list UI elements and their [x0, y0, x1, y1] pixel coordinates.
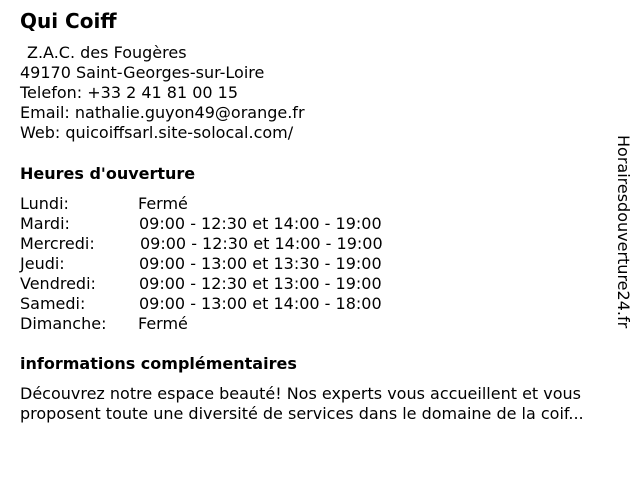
- hours-row-friday: [20, 274, 440, 294]
- time-value: 09:00 - 13:00 et 13:30 - 19:00: [139, 254, 382, 273]
- day-label: Vendredi:: [20, 274, 96, 293]
- contact-block: [20, 43, 305, 143]
- city-line: 49170 Saint-Georges-sur-Loire: [20, 63, 265, 82]
- opening-hours-table: [20, 194, 440, 334]
- web-line: Web: quicoiffsarl.site-solocal.com/: [20, 123, 294, 142]
- site-watermark: Horairesdouverture24.fr: [614, 135, 633, 329]
- day-label: Mardi:: [20, 214, 70, 233]
- time-value: Fermé: [138, 314, 188, 333]
- day-label: Samedi:: [20, 294, 86, 313]
- hours-row-saturday: [20, 294, 440, 314]
- additional-info-heading: informations complémentaires: [20, 354, 297, 373]
- day-label: Mercredi:: [20, 234, 95, 253]
- time-value: 09:00 - 12:30 et 13:00 - 19:00: [139, 274, 382, 293]
- description-line: proposent toute une diversité de services dans le domaine de la coif...: [20, 404, 584, 423]
- business-description: [20, 384, 635, 424]
- hours-row-wednesday: [20, 234, 440, 254]
- street-address: Z.A.C. des Fougères: [27, 43, 187, 62]
- hours-row-tuesday: [20, 214, 440, 234]
- day-label: Lundi:: [20, 194, 69, 213]
- hours-row-sunday: [20, 314, 440, 334]
- email-line: Email: nathalie.guyon49@orange.fr: [20, 103, 305, 122]
- hours-row-monday: [20, 194, 440, 214]
- phone-line: Telefon: +33 2 41 81 00 15: [20, 83, 239, 102]
- time-value: 09:00 - 12:30 et 14:00 - 19:00: [139, 214, 382, 233]
- day-label: Dimanche:: [20, 314, 107, 333]
- time-value: Fermé: [138, 194, 188, 213]
- time-value: 09:00 - 13:00 et 14:00 - 18:00: [139, 294, 382, 313]
- opening-hours-heading: Heures d'ouverture: [20, 164, 196, 183]
- hours-row-thursday: [20, 254, 440, 274]
- time-value: 09:00 - 12:30 et 14:00 - 19:00: [140, 234, 383, 253]
- business-name: Qui Coiff: [20, 9, 117, 33]
- description-line: Découvrez notre espace beauté! Nos experts vous accueillent et vous: [20, 384, 582, 403]
- day-label: Jeudi:: [20, 254, 65, 273]
